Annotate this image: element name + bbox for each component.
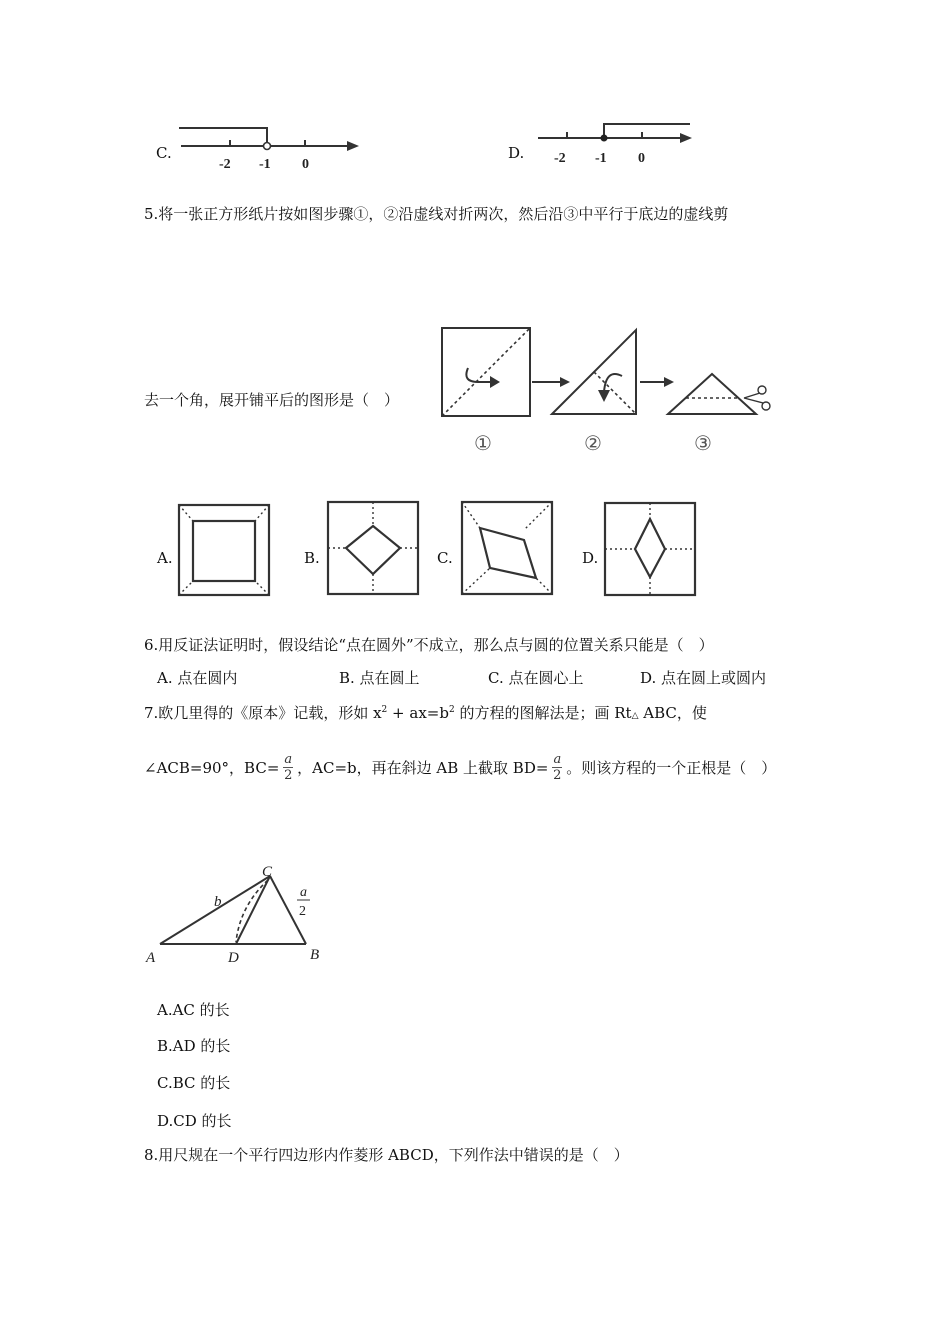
q5-option-d-label: D.	[582, 549, 599, 567]
step-label: ③	[694, 431, 712, 455]
step-label: ②	[584, 431, 602, 455]
q6-option-b: B. 点在圆上	[339, 669, 420, 687]
q8-stem: 8.用尺规在一个平行四边形内作菱形 ABCD，下列作法中错误的是（ ）	[144, 1146, 629, 1164]
side-label-2: 2	[299, 904, 306, 919]
q7-option-c: C.BC 的长	[157, 1074, 231, 1092]
step-label: ①	[474, 431, 492, 455]
fraction-a-over-2: $\frac{a}{2}$	[284, 751, 293, 783]
q7-triangle-figure	[140, 858, 340, 970]
q7-stem-line2: ∠ACB=90°，BC= $\frac{a}{2}$ ，AC=b，再在斜边 AB 上截取 BD= $\frac{a}{2}$ 。则该方程的一个正根是（ ）	[144, 751, 777, 783]
side-label-b: b	[214, 894, 222, 910]
q6-option-a: A. 点在圆内	[157, 669, 238, 687]
vertex-label-a: A	[146, 950, 156, 966]
q5-option-c-label: C.	[437, 549, 453, 567]
q5-option-c-figure	[460, 500, 556, 600]
q4-option-d-number-line	[532, 118, 697, 173]
q6-option-d: D. 点在圆上或圆内	[640, 669, 767, 687]
q5-option-a-figure	[177, 503, 273, 599]
q7-option-a: A.AC 的长	[157, 1001, 230, 1019]
tick: 0	[302, 157, 309, 172]
q5-option-b-label: B.	[304, 549, 320, 567]
q7-option-d: D.CD 的长	[157, 1112, 232, 1130]
tick: -1	[595, 151, 607, 166]
tick: -2	[219, 157, 231, 172]
vertex-label-c: C	[262, 864, 273, 880]
q5-folding-steps-figure	[440, 320, 780, 465]
q5-stem-line1: 5.将一张正方形纸片按如图步骤①，②沿虚线对折两次，然后沿③中平行于底边的虚线剪	[144, 205, 729, 223]
q4-option-c-label: C.	[156, 144, 172, 162]
vertex-label-d: D	[228, 950, 239, 966]
fraction-a-over-2: $\frac{a}{2}$	[553, 751, 562, 783]
vertex-label-b: B	[310, 947, 320, 963]
tick: 0	[638, 151, 645, 166]
q7-stem-line1: 7.欧几里得的《原本》记载，形如 $x^2 + ax=b^2$ 的方程的图解法是；画 Rt△ ABC，使	[144, 704, 707, 722]
q5-option-d-figure	[603, 501, 699, 599]
q5-stem-line2: 去一个角，展开铺平后的图形是（ ）	[144, 391, 400, 409]
q4-option-c-number-line	[175, 120, 365, 175]
tick: -2	[554, 151, 566, 166]
q6-option-c: C. 点在圆心上	[488, 669, 584, 687]
q6-stem: 6.用反证法证明时，假设结论“点在圆外”不成立，那么点与圆的位置关系只能是（ ）	[144, 636, 714, 654]
tick: -1	[259, 157, 271, 172]
q5-option-a-label: A.	[157, 549, 173, 567]
side-label-a: a	[300, 885, 307, 900]
q7-option-b: B.AD 的长	[157, 1037, 231, 1055]
q4-option-d-label: D.	[508, 144, 525, 162]
q5-option-b-figure	[326, 500, 422, 600]
